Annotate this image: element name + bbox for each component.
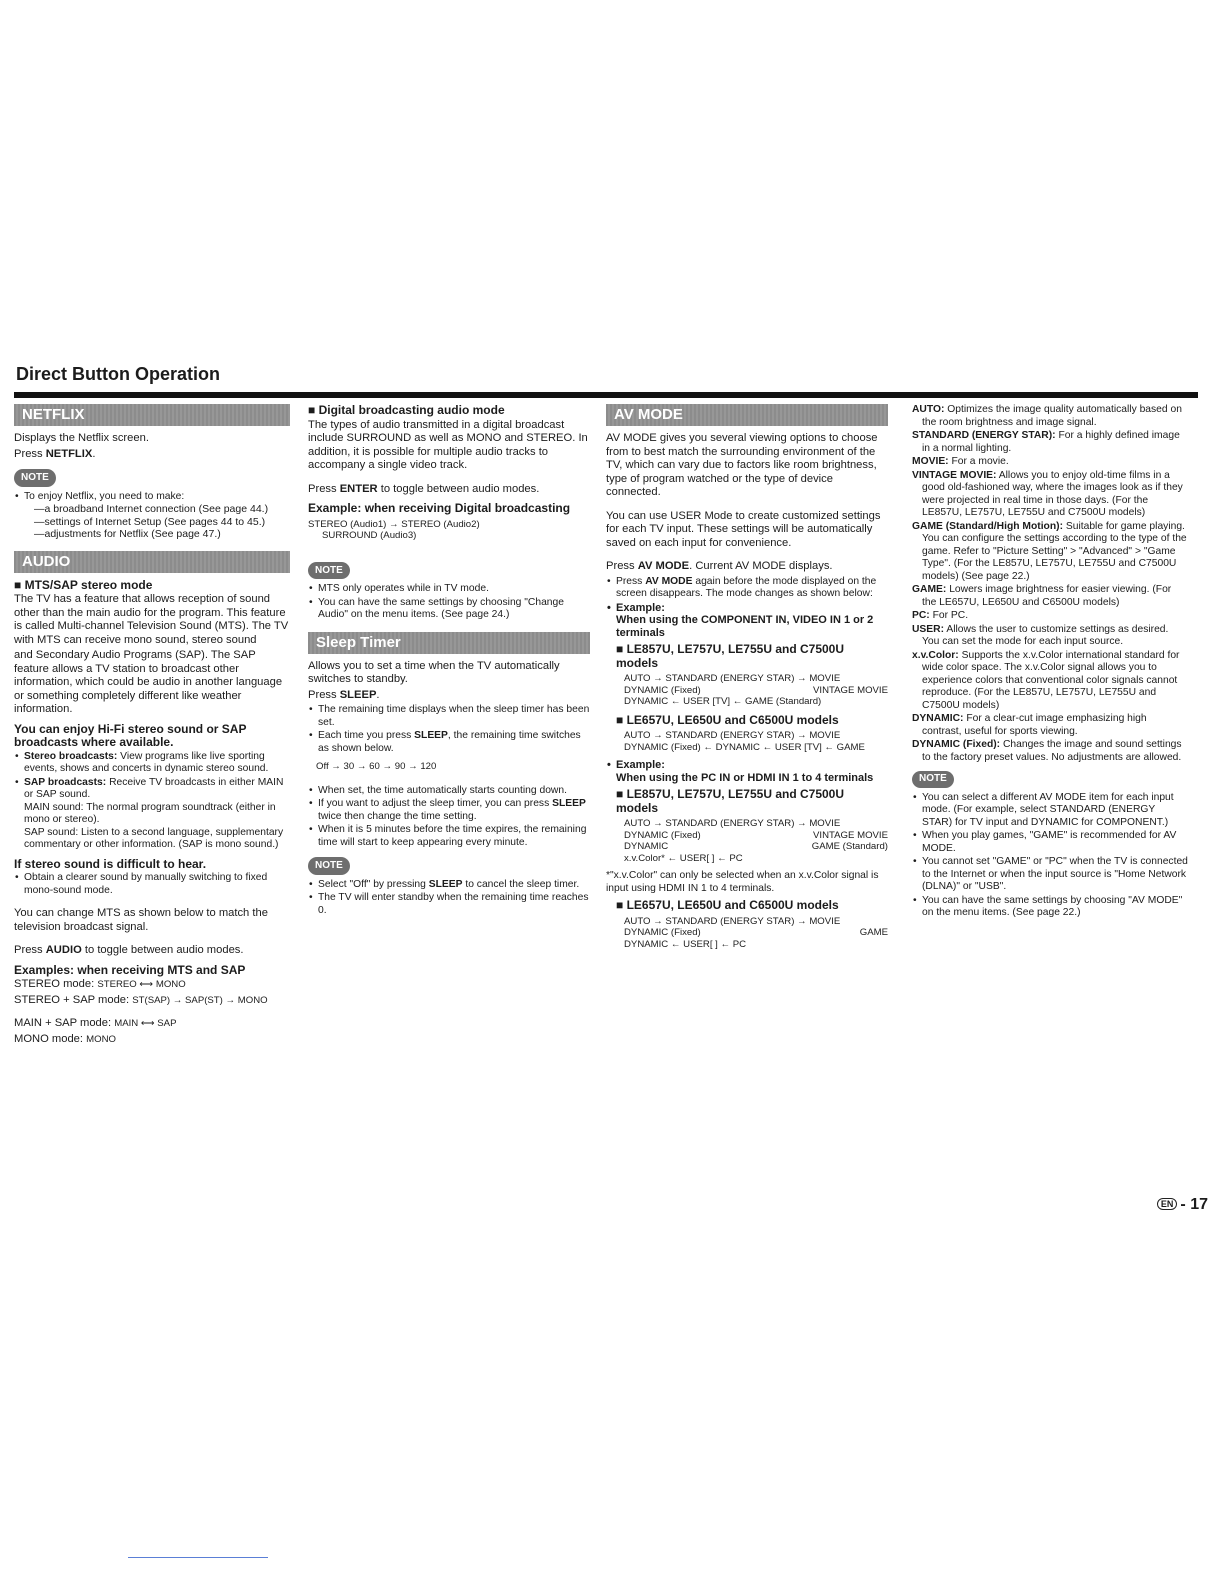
list-item: • If you want to adjust the sleep timer, you can press SLEEP twice then change the time setting. (318, 798, 590, 823)
sleep-sequence: Off → 30 → 60 → 90 → 120 (316, 761, 437, 772)
hifi-list (14, 751, 290, 852)
list-item: • When set, the time automatically starts counting down. (318, 785, 590, 798)
difficult-heading: If stereo sound is difficult to hear. (14, 856, 207, 871)
list-item: • Press AV MODE again before the mode displayed on the screen disappears. The mode changes as shown below: (616, 576, 888, 601)
example-stereo-sap: STEREO + SAP mode: ST(SAP) → SAP(ST) → MONO (14, 993, 268, 1006)
mts-para-1: The TV has a feature that allows reception of sound other than the main audio for the program. This feature is called Multi-channel Television Sound (MTS). The TV with MTS can receive mono sound, stereo sound (14, 593, 289, 646)
mode-diagram-1: AUTO → STANDARD (ENERGY STAR) → MOVIE DYNAMIC (Fixed) VINTAGE MOVIE DYNAMIC ← USER [TV] ← GAME (Standard) (624, 673, 888, 707)
netflix-banner: NETFLIX (14, 404, 290, 426)
definition-entry: DYNAMIC: For a clear-cut image emphasizing high contrast, useful for sports viewing. (912, 713, 1147, 737)
list-item: • Obtain a clearer sound by manually switching to fixed mono-sound mode. (24, 872, 290, 897)
digital-diagram: STEREO (Audio1) → STEREO (Audio2) SURROUND (Audio3) (308, 518, 480, 541)
definition-entry: STANDARD (ENERGY STAR): For a highly defined image in a normal lighting. (912, 430, 1180, 454)
note-badge: NOTE (14, 469, 56, 487)
av-note-list (912, 792, 1188, 920)
model-heading: ■ LE857U, LE757U, LE755U and C7500U models (616, 643, 888, 670)
audio-banner: AUDIO (14, 551, 290, 573)
example-mono: MONO mode: MONO (14, 1032, 116, 1045)
sleep-list-2 (308, 785, 590, 850)
sleep-timer-banner: Sleep Timer (308, 632, 590, 654)
mode-diagram-3: AUTO → STANDARD (ENERGY STAR) → MOVIE DYNAMIC (Fixed) VINTAGE MOVIE DYNAMIC GAME (Standard) x.v.Color* ← USER[ ] ← PC (624, 818, 888, 864)
title-rule (14, 392, 1198, 398)
list-item: • You can select a different AV MODE item for each input mode. (For example, select STANDARD (ENERGY STAR) for TV input and DYNAMIC for COMPONENT.) (922, 792, 1188, 830)
list-item: • You can have the same settings by choosing "Change Audio" on the menu items. (See page 24.) (318, 597, 590, 622)
av-mode-definitions (912, 404, 1188, 764)
definition-entry: VINTAGE MOVIE: Allows you to enjoy old-time films in a good old-fashioned way, where the images look as if they were projected in real time in those days. (For the LE857U, LE757U, LE755U and C7500U models) (912, 469, 1183, 518)
av-mode-banner: AV MODE (606, 404, 888, 426)
av-para-2: You can use USER Mode to create customized settings for each TV input. These settings will be automatically saved on each input for convenience. (606, 509, 881, 549)
press-av-mode: Press AV MODE. Current AV MODE displays. (606, 560, 833, 572)
examples-heading: Examples: when receiving MTS and SAP (14, 962, 246, 977)
definition-entry: MOVIE: For a movie. (912, 456, 1009, 467)
netflix-press: Press NETFLIX. (14, 447, 96, 460)
digital-example-heading: Example: when receiving Digital broadcasting (308, 501, 571, 515)
example-stereo: STEREO mode: STEREO ⟷ MONO (14, 978, 186, 990)
model-heading: ■ LE857U, LE757U, LE755U and C7500U models (616, 788, 888, 815)
definition-entry: AUTO: Optimizes the image quality automatically based on the room brightness and image signal. (912, 404, 1182, 428)
column-2 (308, 404, 590, 919)
list-item: • Each time you press SLEEP, the remaining time switches as shown below. (318, 730, 590, 755)
digital-heading: ■ Digital broadcasting audio mode (308, 404, 590, 418)
press-audio: Press AUDIO to toggle between audio modes. (14, 944, 244, 956)
sleep-note-list (308, 879, 590, 918)
en-language-icon: EN (1157, 1198, 1178, 1210)
change-mts-para: You can change MTS as shown below to match the television broadcast signal. (14, 907, 268, 933)
netflix-note-list (14, 491, 290, 541)
note-badge: NOTE (308, 857, 350, 875)
definition-entry: x.v.Color: Supports the x.v.Color international standard for wide color space. The x.v.Color signal allows you to experience colors that conventional color signals cannot reproduce. (For the LE857U, LE757U, LE755U and C7500U models) (912, 649, 1180, 711)
difficult-list (14, 872, 290, 897)
av-list (606, 576, 888, 640)
list-item: • The TV will enter standby when the remaining time reaches 0. (318, 892, 590, 917)
av-example-2 (606, 759, 888, 784)
page-number: EN - 17 (1157, 1196, 1208, 1214)
definition-entry: PC: For PC. (912, 610, 969, 621)
list-item: • Stereo broadcasts: View programs like live sporting events, shows and concerts in dynamic stereo sound. (24, 751, 290, 776)
hifi-heading: You can enjoy Hi-Fi stereo sound or SAP broadcasts where available. (14, 721, 247, 749)
sleep-list (308, 704, 590, 755)
model-heading: ■ LE657U, LE650U and C6500U models (616, 714, 888, 728)
column-4 (912, 404, 1188, 922)
digital-para: The types of audio transmitted in a digital broadcast include SURROUND as well as MONO and STEREO. In addition, it is possible for multiple audio tracks to accompany a single video track. (308, 418, 588, 471)
netflix-desc: Displays the Netflix screen. (14, 432, 149, 444)
list-item: • When it is 5 minutes before the time expires, the remaining time will start to keep appearing every minute. (318, 824, 590, 849)
definition-entry: DYNAMIC (Fixed): Changes the image and sound settings to the factory preset values. No adjustments are allowed. (912, 739, 1182, 763)
press-sleep: Press SLEEP. (308, 688, 380, 701)
press-enter: Press ENTER to toggle between audio modes. (308, 482, 540, 495)
list-item: • Example: When using the PC IN or HDMI IN 1 to 4 terminals (616, 759, 888, 784)
definition-entry: GAME: Lowers image brightness for easier viewing. (For the LE657U, LE650U and C6500U models) (912, 584, 1172, 608)
list-item: • You can have the same settings by choosing "AV MODE" on the menu items. (See page 22.) (922, 895, 1188, 920)
definition-entry: GAME (Standard/High Motion): Suitable for game playing. You can configure the settings according to the type of the game. Refer to "Picture Setting" > "Advanced" > "Game Type". (For the LE857U, LE757U, LE755U and C7500U models) (See page 22.) (912, 520, 1187, 582)
xv-color-note: *"x.v.Color" can only be selected when an x.v.Color signal is input using HDMI IN 1 to 4 terminals. (606, 870, 879, 894)
note-badge: NOTE (912, 771, 954, 788)
list-item: • SAP broadcasts: Receive TV broadcasts in either MAIN or SAP sound. MAIN sound: The normal program soundtrack (either in mono or stereo). SAP sound: Listen to a second language, supplementary commentary or other information. (SAP is mono sound.) (24, 777, 290, 852)
mode-diagram-2: AUTO → STANDARD (ENERGY STAR) → MOVIE DYNAMIC (Fixed) ← DYNAMIC ← USER [TV] ← GAME (624, 730, 865, 753)
list-item: • To enjoy Netflix, you need to make: —a broadband Internet connection (See page 44.) —settings of Internet Setup (See pages 44 to 45.) —adjustments for Netflix (See page 47.) (24, 491, 290, 541)
definition-entry: USER: Allows the user to customize settings as desired. You can set the mode for each input source. (912, 623, 1169, 647)
column-3 (606, 404, 888, 956)
sleep-para: Allows you to set a time when the TV automatically switches to standby. (308, 659, 560, 685)
av-para-1: AV MODE gives you several viewing options to choose from to best match the surrounding environment of the TV, which can vary due to factors like room brightness, type of program watched or the type of device connected. (606, 432, 878, 498)
note-badge: NOTE (308, 562, 350, 580)
digital-note-list (308, 583, 590, 622)
column-1 (14, 404, 290, 1048)
list-item: • Select "Off" by pressing SLEEP to cancel the sleep timer. (318, 879, 590, 892)
page-title: Direct Button Operation (16, 364, 221, 384)
mode-diagram-4: AUTO → STANDARD (ENERGY STAR) → MOVIE DYNAMIC (Fixed) GAME DYNAMIC ← USER[ ] ← PC (624, 915, 888, 950)
list-item: • When you play games, "GAME" is recommended for AV MODE. (922, 830, 1188, 855)
list-item: • The remaining time displays when the sleep timer has been set. (318, 704, 590, 729)
example-main-sap: MAIN + SAP mode: MAIN ⟷ SAP (14, 1017, 177, 1029)
list-item: • Example: When using the COMPONENT IN, VIDEO IN 1 or 2 terminals (616, 602, 888, 640)
mts-heading: ■ MTS/SAP stereo mode (14, 579, 290, 593)
list-item: • You cannot set "GAME" or "PC" when the TV is connected to the Internet or when the input source is "Home Network (DLNA)" or "USB". (922, 856, 1188, 894)
mts-para-2: and Secondary Audio Programs (SAP). The SAP feature allows a TV station to broadcast other information, which could be audio in another language or something completely different like weather information. (14, 649, 283, 715)
model-heading: ■ LE657U, LE650U and C6500U models (616, 899, 888, 913)
list-item: • MTS only operates while in TV mode. (318, 583, 590, 596)
footer-link-underline (128, 1557, 268, 1558)
